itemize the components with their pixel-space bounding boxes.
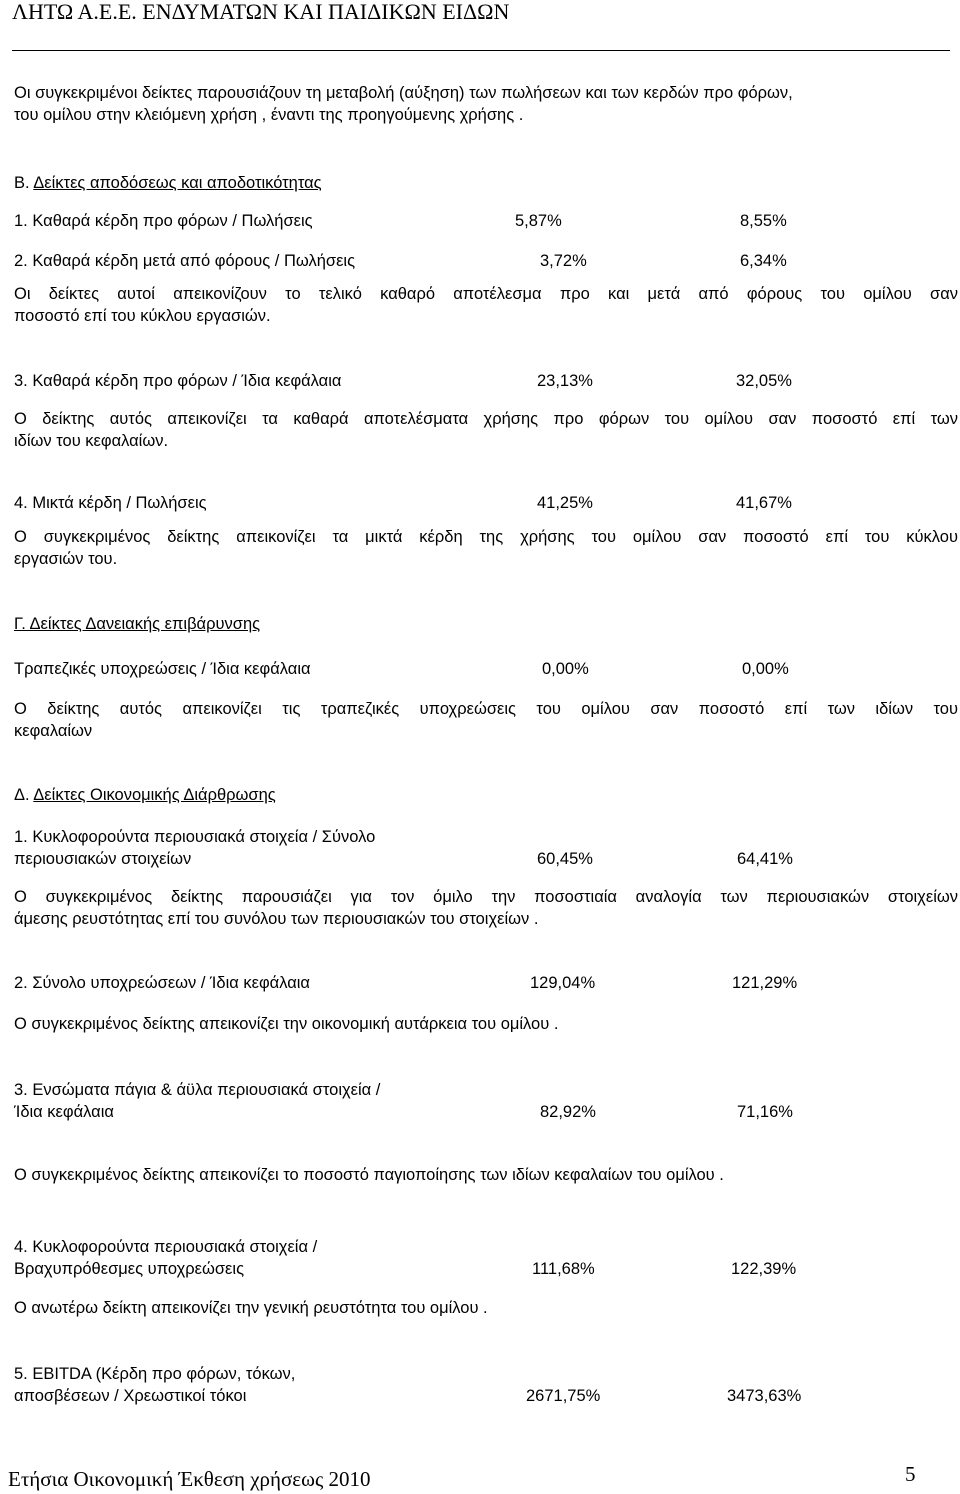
ratio-d1-value-previous: 64,41% xyxy=(737,850,793,868)
ratio-4-description xyxy=(14,526,958,570)
ratio-d1-description-line-1: Ο συγκεκριμένος δείκτης παρουσιάζει για τον όμιλο την ποσοστιαία αναλογία των περιουσιακών στοιχείων xyxy=(14,888,958,906)
footer-title: Ετήσια Οικονομική Έκθεση χρήσεως 2010 xyxy=(8,1467,371,1491)
ratio-d5-value-previous: 3473,63% xyxy=(727,1387,802,1405)
document-header-title: ΛΗΤΩ Α.Ε.Ε. ΕΝΔΥΜΑΤΩΝ ΚΑΙ ΠΑΙΔΙΚΩΝ ΕΙΔΩΝ xyxy=(12,0,510,24)
section-d-heading xyxy=(14,784,276,806)
section-b-prefix: Β. xyxy=(14,174,34,192)
ratio-d1-description xyxy=(14,886,958,930)
ratio-d5-label-line-2: αποσβέσεων / Χρεωστικοί τόκοι xyxy=(14,1387,247,1405)
ratio-c-description-line-1: Ο δείκτης αυτός απεικονίζει τις τραπεζικές υποχρεώσεις του ομίλου σαν ποσοστό επί των ιδίων του xyxy=(14,700,958,718)
ratio-d1-description-line-2: άμεσης ρευστότητας επί του συνόλου των περιουσιακών του στοιχείων . xyxy=(14,910,539,928)
ratio-2-value-previous: 6,34% xyxy=(740,252,787,270)
ratio-4-description-line-1: Ο συγκεκριμένος δείκτης απεικονίζει τα μικτά κέρδη της χρήσης του ομίλου σαν ποσοστό επί του κύκλου xyxy=(14,528,958,546)
ratio-3-description xyxy=(14,408,958,452)
ratio-d1-label-line-1: 1. Κυκλοφορούντα περιουσιακά στοιχεία / Σύνολο xyxy=(14,828,376,846)
ratio-3-description-line-2: ιδίων του κεφαλαίων. xyxy=(14,432,169,450)
ratio-d5-value-current: 2671,75% xyxy=(526,1387,601,1405)
ratio-1-value-current: 5,87% xyxy=(515,212,562,230)
ratio-3-value-current: 23,13% xyxy=(537,372,593,390)
section-c-heading: Γ. Δείκτες Δανειακής επιβάρυνσης xyxy=(14,615,261,633)
ratio-d4-label-line-2: Βραχυπρόθεσμες υποχρεώσεις xyxy=(14,1260,245,1278)
ratio-d3-value-current: 82,92% xyxy=(540,1103,596,1121)
ratio-4-value-previous: 41,67% xyxy=(736,494,792,512)
ratio-d4-label-line-1: 4. Κυκλοφορούντα περιουσιακά στοιχεία / xyxy=(14,1238,318,1256)
ratio-d2-value-previous: 121,29% xyxy=(732,974,798,992)
ratio-2-label: 2. Καθαρά κέρδη μετά από φόρους / Πωλήσεις xyxy=(14,252,356,270)
ratio-c-description-line-2: κεφαλαίων xyxy=(14,722,93,740)
ratio-d4-value-previous: 122,39% xyxy=(731,1260,797,1278)
ratio-d3-label-line-2: Ίδια κεφάλαια xyxy=(14,1103,114,1121)
ratio-4-label: 4. Μικτά κέρδη / Πωλήσεις xyxy=(14,494,207,512)
intro-line-1: Οι συγκεκριμένοι δείκτες παρουσιάζουν τη μεταβολή (αύξηση) των πωλήσεων και των κερδών προ φόρων, xyxy=(14,84,793,102)
ratio-d1-value-current: 60,45% xyxy=(537,850,593,868)
ratio-d3-value-previous: 71,16% xyxy=(737,1103,793,1121)
ratio-3-value-previous: 32,05% xyxy=(736,372,792,390)
section-b-title: Δείκτες αποδόσεως και αποδοτικότητας xyxy=(33,174,322,192)
ratio-d5-label-line-1: 5. EBITDA (Κέρδη προ φόρων, τόκων, xyxy=(14,1365,296,1383)
ratio-2-value-current: 3,72% xyxy=(540,252,587,270)
intro-line-2: του ομίλου στην κλειόμενη χρήση , έναντι της προηγούμενης χρήσης . xyxy=(14,106,524,124)
ratio-d2-description: Ο συγκεκριμένος δείκτης απεικονίζει την οικονομική αυτάρκεια του ομίλου . xyxy=(14,1015,559,1033)
ratio-1-value-previous: 8,55% xyxy=(740,212,787,230)
ratio-4-value-current: 41,25% xyxy=(537,494,593,512)
ratio-d2-label: 2. Σύνολο υποχρεώσεων / Ίδια κεφάλαια xyxy=(14,974,310,992)
ratio-c-label: Τραπεζικές υποχρεώσεις / Ίδια κεφάλαια xyxy=(14,660,311,678)
ratio-d2-value-current: 129,04% xyxy=(530,974,596,992)
ratio-2-description-line-2: ποσοστό επί του κύκλου εργασιών. xyxy=(14,307,271,325)
ratio-3-label: 3. Καθαρά κέρδη προ φόρων / Ίδια κεφάλαια xyxy=(14,372,342,390)
ratio-c-value-current: 0,00% xyxy=(542,660,589,678)
ratio-d3-description: Ο συγκεκριμένος δείκτης απεικονίζει το ποσοστό παγιοποίησης των ιδίων κεφαλαίων του ομίλου . xyxy=(14,1166,724,1184)
ratio-d3-label-line-1: 3. Ενσώματα πάγια & άϋλα περιουσιακά στοιχεία / xyxy=(14,1081,381,1099)
ratio-2-description xyxy=(14,283,958,327)
section-b-heading xyxy=(14,172,322,194)
ratio-d1-label-line-2: περιουσιακών στοιχείων xyxy=(14,850,192,868)
ratio-d4-description: Ο ανωτέρω δείκτη απεικονίζει την γενική ρευστότητα του ομίλου . xyxy=(14,1299,488,1317)
ratio-3-description-line-1: Ο δείκτης αυτός απεικονίζει τα καθαρά αποτελέσματα χρήσης προ φόρων του ομίλου σαν ποσοστό επί των xyxy=(14,410,958,428)
section-d-prefix: Δ. xyxy=(14,786,34,804)
header-divider xyxy=(12,50,950,51)
ratio-1-label: 1. Καθαρά κέρδη προ φόρων / Πωλήσεις xyxy=(14,212,313,230)
section-d-title: Δείκτες Οικονομικής Διάρθρωσης xyxy=(33,786,276,804)
ratio-d4-value-current: 111,68% xyxy=(532,1260,595,1278)
ratio-2-description-line-1: Οι δείκτες αυτοί απεικονίζουν το τελικό καθαρό αποτέλεσμα προ και μετά από φόρους του ομίλου σαν xyxy=(14,285,958,303)
page-number: 5 xyxy=(905,1462,916,1486)
ratio-4-description-line-2: εργασιών του. xyxy=(14,550,118,568)
ratio-c-description xyxy=(14,698,958,742)
ratio-c-value-previous: 0,00% xyxy=(742,660,789,678)
